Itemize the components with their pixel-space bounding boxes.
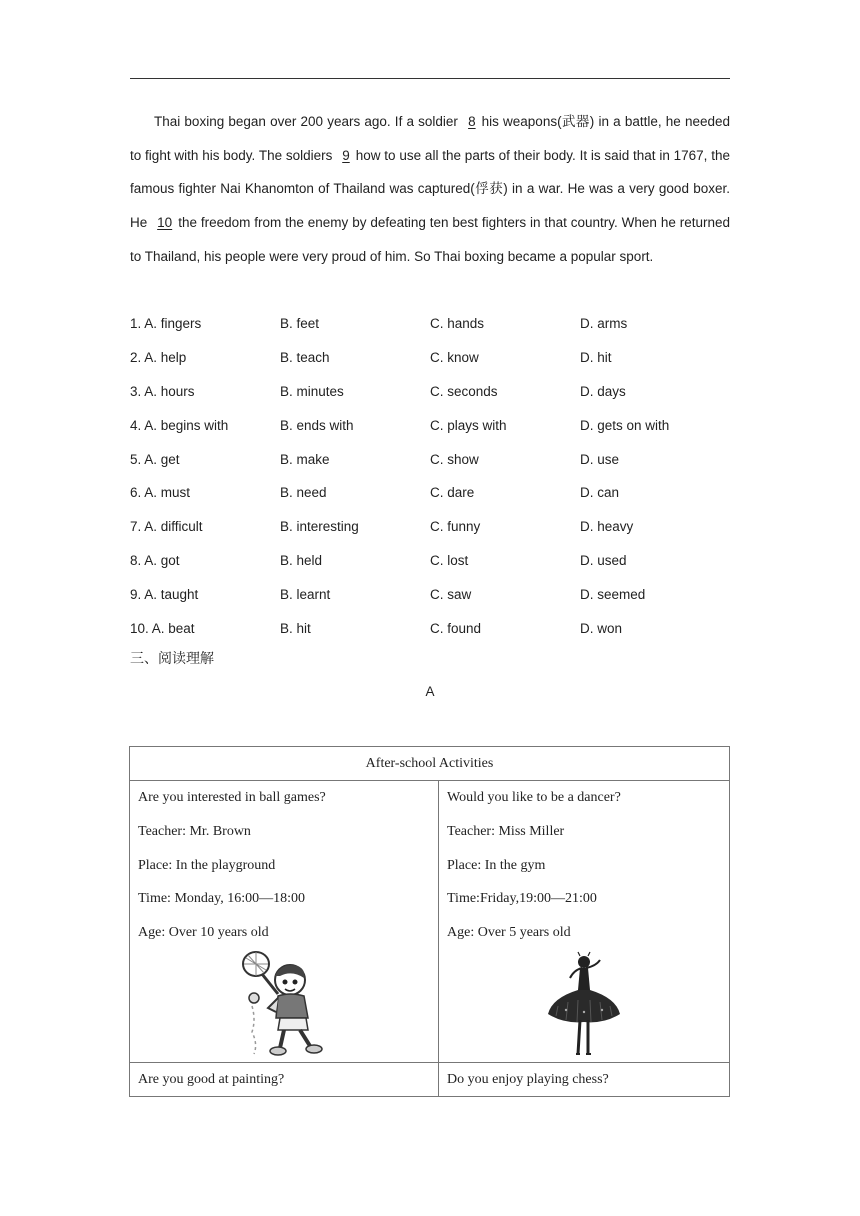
question-row xyxy=(130,577,730,611)
option-d: D. arms xyxy=(580,316,628,332)
section-heading: 三、阅读理解 xyxy=(130,651,214,667)
option-a: 8. A. got xyxy=(130,552,180,568)
question-row xyxy=(130,476,730,510)
passage-text: his weapons(武器) in a battle, he needed to fight with his body. The soldiers xyxy=(130,114,730,163)
cloze-passage xyxy=(130,105,730,274)
question-row xyxy=(130,611,730,645)
option-c: C. saw xyxy=(430,586,472,602)
blank-9: 9 xyxy=(342,147,350,163)
activity-question: Are you interested in ball games? xyxy=(138,790,326,805)
question-row xyxy=(130,307,730,341)
option-d: D. use xyxy=(580,451,620,467)
option-d: D. used xyxy=(580,552,627,568)
passage-text: how to use all the parts of their body. It is said that in 1767, the famous fighter Nai Khanomton of Thailand was captured(俘获) in a war. He was a very good boxer. He xyxy=(130,147,730,231)
chess-cell: Do you enjoy playing chess? xyxy=(439,1062,730,1096)
activity-time: Time:Friday,19:00—21:00 xyxy=(447,891,597,907)
ballerina-icon xyxy=(447,950,721,1062)
option-c: C. found xyxy=(430,620,482,636)
option-d: D. days xyxy=(580,383,626,399)
option-d: D. seemed xyxy=(580,586,646,602)
table-title: After-school Activities xyxy=(130,747,730,781)
option-b: B. minutes xyxy=(280,383,344,399)
activity-teacher: Teacher: Mr. Brown xyxy=(138,823,251,839)
option-a: 10. A. beat xyxy=(130,620,195,636)
painting-cell: Are you good at painting? xyxy=(130,1062,439,1096)
question-row xyxy=(130,341,730,375)
activity-age: Age: Over 5 years old xyxy=(447,925,571,941)
passage-text: Thai boxing began over 200 years ago. If a soldier xyxy=(154,114,463,129)
question-row xyxy=(130,510,730,544)
dancer-cell xyxy=(439,781,730,1063)
question-row xyxy=(130,375,730,409)
option-a: 7. A. difficult xyxy=(130,519,203,535)
blank-8: 8 xyxy=(468,114,476,129)
option-d: D. hit xyxy=(580,350,612,366)
option-b: B. interesting xyxy=(280,519,359,535)
option-b: B. ends with xyxy=(280,417,354,433)
activities-table xyxy=(129,746,730,1097)
option-d: D. heavy xyxy=(580,519,634,535)
option-a: 6. A. must xyxy=(130,485,191,501)
question-row xyxy=(130,408,730,442)
option-b: B. held xyxy=(280,552,323,568)
activity-teacher: Teacher: Miss Miller xyxy=(447,823,565,839)
activity-age: Age: Over 10 years old xyxy=(138,925,269,941)
answer-options xyxy=(130,307,730,645)
blank-10: 10 xyxy=(157,215,173,231)
option-d: D. can xyxy=(580,485,620,501)
option-a: 3. A. hours xyxy=(130,383,195,399)
passage-text: the freedom from the enemy by defeating ten best fighters in that country. When he returned to Thailand, his people were very proud of him. So Thai boxing became a popular sport. xyxy=(130,215,731,264)
subsection-label: A xyxy=(425,684,435,699)
option-c: C. funny xyxy=(430,519,481,535)
option-c: C. lost xyxy=(430,552,469,568)
option-a: 4. A. begins with xyxy=(130,417,229,433)
option-a: 1. A. fingers xyxy=(130,316,202,332)
option-a: 9. A. taught xyxy=(130,586,199,602)
option-a: 2. A. help xyxy=(130,350,187,366)
option-c: C. hands xyxy=(430,316,485,332)
activity-time: Time: Monday, 16:00—18:00 xyxy=(138,891,305,907)
option-d: D. won xyxy=(580,620,623,636)
tennis-player-icon xyxy=(138,950,430,1062)
question-row xyxy=(130,442,730,476)
activity-question: Would you like to be a dancer? xyxy=(447,790,621,805)
activity-place: Place: In the playground xyxy=(138,857,276,873)
activity-place: Place: In the gym xyxy=(447,857,546,873)
option-b: B. learnt xyxy=(280,586,331,602)
ball-games-cell xyxy=(130,781,439,1063)
option-c: C. dare xyxy=(430,485,475,501)
option-c: C. seconds xyxy=(430,383,498,399)
option-b: B. teach xyxy=(280,350,330,366)
option-d: D. gets on with xyxy=(580,417,670,433)
option-c: C. show xyxy=(430,451,479,467)
option-b: B. need xyxy=(280,485,327,501)
option-b: B. make xyxy=(280,451,330,467)
option-a: 5. A. get xyxy=(130,451,180,467)
option-b: B. feet xyxy=(280,316,320,332)
option-c: C. know xyxy=(430,350,479,366)
question-row xyxy=(130,544,730,578)
option-b: B. hit xyxy=(280,620,311,636)
option-c: C. plays with xyxy=(430,417,507,433)
header-rule xyxy=(130,78,730,79)
